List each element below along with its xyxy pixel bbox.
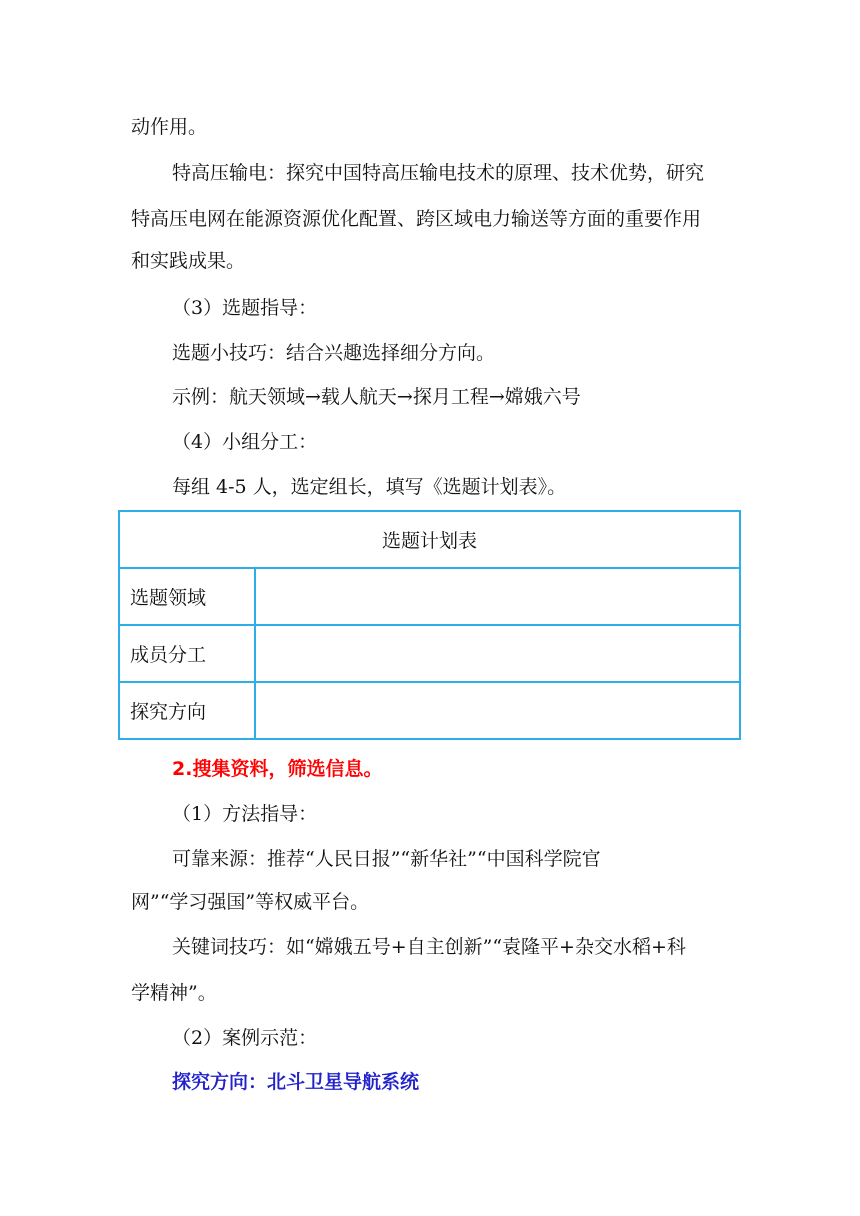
paragraph-uhv-line3: 和实践成果。 bbox=[131, 250, 246, 272]
method-guidance-heading: （1）方法指导： bbox=[172, 803, 318, 825]
paragraph-uhv-line2: 特高压电网在能源资源优化配置、跨区域电力输送等方面的重要作用 bbox=[131, 208, 702, 230]
table-title-row bbox=[119, 511, 740, 568]
example-direction-heading: 探究方向：北斗卫星导航系统 bbox=[172, 1071, 420, 1093]
paragraph-uhv-line1: 特高压输电：探究中国特高压输电技术的原理、技术优势，研究 bbox=[172, 162, 705, 184]
section-collect-info-heading: 2.搜集资料，筛选信息。 bbox=[172, 758, 383, 780]
paragraph-continuation: 动作用。 bbox=[131, 116, 208, 138]
section-topic-guidance-heading: （3）选题指导： bbox=[172, 297, 318, 319]
reliable-sources-line1: 可靠来源：推荐“人民日报”“新华社”“中国科学院官 bbox=[172, 848, 601, 870]
group-division-text: 每组 4-5 人，选定组长，填写《选题计划表》。 bbox=[172, 476, 567, 498]
table-row bbox=[119, 568, 740, 625]
table-row-value[interactable] bbox=[255, 568, 740, 625]
topic-tip-text: 选题小技巧：结合兴趣选择细分方向。 bbox=[172, 342, 496, 364]
keyword-tips-line2: 学精神”。 bbox=[131, 982, 217, 1004]
table-row-label: 成员分工 bbox=[119, 625, 255, 682]
table-title: 选题计划表 bbox=[119, 511, 740, 568]
section-group-division-heading: （4）小组分工： bbox=[172, 431, 318, 453]
table-row-value[interactable] bbox=[255, 682, 740, 739]
table-row-label: 选题领域 bbox=[119, 568, 255, 625]
table-row-label: 探究方向 bbox=[119, 682, 255, 739]
case-demo-heading: （2）案例示范： bbox=[172, 1027, 318, 1049]
table-row bbox=[119, 682, 740, 739]
reliable-sources-line2: 网”“学习强国”等权威平台。 bbox=[131, 891, 370, 913]
keyword-tips-line1: 关键词技巧：如“嫦娥五号+自主创新”“袁隆平+杂交水稻+科 bbox=[172, 936, 686, 958]
table-row bbox=[119, 625, 740, 682]
topic-plan-table bbox=[118, 510, 741, 740]
table-row-value[interactable] bbox=[255, 625, 740, 682]
topic-example-text: 示例：航天领域→载人航天→探月工程→嫦娥六号 bbox=[172, 386, 581, 408]
